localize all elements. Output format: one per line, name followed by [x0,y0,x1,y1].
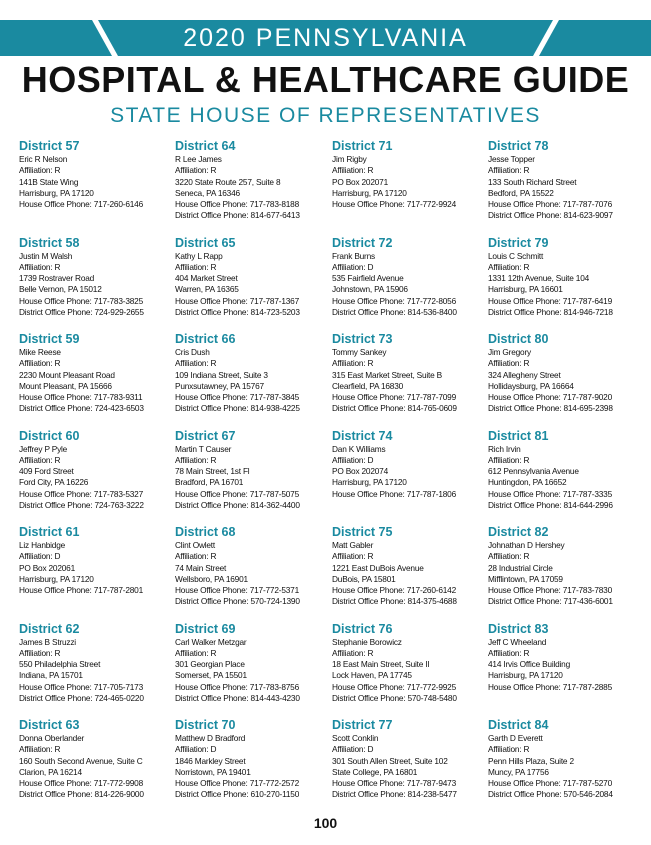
district-detail-line: Wellsboro, PA 16901 [175,573,248,584]
district-detail-line: Affiliation: R [19,454,61,465]
district-detail-line: Harrisburg, PA 16601 [488,284,563,295]
district-detail-line: Jim Rigby [332,154,367,164]
district-detail-line: James B Struzzi [19,636,76,647]
district-detail-line: Affiliation: R [19,744,61,755]
district-detail-line: Dan K Williams [332,443,386,454]
district-detail-line: Matt Gabler [332,540,374,550]
district-heading: District 70 [175,718,236,732]
district-entry [488,236,643,319]
district-detail-line: Louis C Schmitt [488,250,544,261]
district-detail-line: House Office Phone: 717-783-9311 [19,392,143,403]
district-entry [488,429,643,512]
district-heading: District 73 [332,332,393,346]
district-detail-line: Lock Haven, PA 17745 [332,670,412,681]
district-heading: District 81 [488,428,549,443]
page-subtitle: STATE HOUSE OF REPRESENTATIVES [110,104,541,127]
district-detail-line: District Office Phone: 570-748-5480 [332,692,457,703]
district-detail-line: Affiliation: R [332,165,374,176]
district-entry [175,622,330,705]
district-detail-line: Affiliation: R [175,261,217,272]
district-detail-line: Mifflintown, PA 17059 [488,573,563,584]
district-detail-line: Garth D Everett [488,733,543,743]
district-detail-line: 74 Main Street [175,562,227,573]
district-detail-line: House Office Phone: 717-787-2801 [19,585,143,596]
district-detail-line: House Office Phone: 717-787-1367 [175,295,299,306]
district-detail-line: Somerset, PA 15501 [175,670,247,681]
district-detail-line: District Office Phone: 814-938-4225 [175,403,300,414]
district-detail-line: District Office Phone: 814-695-2398 [488,403,613,414]
district-detail-line: House Office Phone: 717-772-9908 [19,778,143,789]
district-detail-line: District Office Phone: 814-536-8400 [332,306,457,317]
district-heading: District 79 [488,235,549,250]
district-detail-line: Affiliation: R [488,261,530,272]
district-detail-line: Affiliation: R [19,358,61,369]
district-detail-line: 404 Market Street [175,273,238,284]
district-detail-line: DuBois, PA 15801 [332,573,396,584]
district-entry [175,332,330,415]
district-entry [332,622,487,705]
district-detail-line: Affiliation: D [332,744,374,755]
district-detail-line: Muncy, PA 17756 [488,766,549,777]
district-entry [175,139,330,222]
district-detail-line: District Office Phone: 814-375-4688 [332,596,457,607]
district-detail-line: Affiliation: R [488,358,530,369]
district-detail-line: District Office Phone: 814-946-7218 [488,306,613,317]
district-detail-line: 612 Pennsylvania Avenue [488,466,579,477]
district-entry [332,429,487,500]
district-detail-line: District Office Phone: 570-546-2084 [488,789,613,800]
district-detail-line: 550 Philadelphia Street [19,659,101,670]
district-entry [175,236,330,319]
district-detail-line: House Office Phone: 717-772-9925 [332,681,456,692]
district-heading: District 67 [175,428,236,443]
district-entry [175,718,330,801]
district-heading: District 69 [175,621,236,636]
district-detail-line: Clint Owlett [175,540,216,550]
district-detail-line: District Office Phone: 814-765-0609 [332,403,457,414]
district-detail-line: 301 South Allen Street, Suite 102 [332,755,448,766]
district-detail-line: Affiliation: R [332,647,374,658]
district-detail-line: Jim Gregory [488,347,531,357]
district-detail-line: 414 Irvis Office Building [488,659,571,670]
district-detail-line: Johnstown, PA 15906 [332,284,408,295]
district-detail-line: House Office Phone: 717-787-9020 [488,392,612,403]
district-entry [19,139,174,210]
district-detail-line: Frank Burns [332,250,375,261]
district-heading: District 83 [488,621,549,636]
district-detail-line: Harrisburg, PA 17120 [19,573,94,584]
district-entry [175,525,330,608]
district-entry [488,525,643,608]
district-heading: District 68 [175,525,236,539]
district-detail-line: House Office Phone: 717-787-7099 [332,392,456,403]
district-detail-line: 324 Allegheny Street [488,369,561,380]
district-detail-line: Johnathan D Hershey [488,540,565,550]
district-detail-line: District Office Phone: 814-677-6413 [175,210,300,221]
district-detail-line: 160 South Second Avenue, Suite C [19,755,143,766]
district-heading: District 84 [488,718,549,732]
district-detail-line: Rich Irvin [488,443,521,454]
district-heading: District 64 [175,139,236,153]
district-heading: District 77 [332,718,393,732]
district-detail-line: Affiliation: R [488,454,530,465]
district-detail-line: 1331 12th Avenue, Suite 104 [488,273,590,284]
district-entry [19,622,174,705]
district-detail-line: House Office Phone: 717-787-5270 [488,778,612,789]
banner-title: 2020 PENNSYLVANIA [183,24,468,52]
district-heading: District 76 [332,621,393,636]
district-detail-line: 1739 Rostraver Road [19,273,95,284]
district-detail-line: Jeff C Wheeland [488,636,547,647]
district-detail-line: Affiliation: D [332,454,374,465]
district-detail-line: Affiliation: R [175,647,217,658]
district-detail-line: Affiliation: R [19,261,61,272]
district-detail-line: Donna Oberlander [19,733,85,743]
district-detail-line: Affiliation: R [175,454,217,465]
district-detail-line: Liz Hanbidge [19,540,66,550]
district-detail-line: State College, PA 16801 [332,766,418,777]
district-detail-line: Mount Pleasant, PA 15666 [19,380,112,391]
page-title: HOSPITAL & HEALTHCARE GUIDE [21,59,630,100]
district-detail-line: Affiliation: R [332,551,374,562]
district-detail-line: District Office Phone: 814-644-2996 [488,499,613,510]
header-banner [0,20,651,56]
district-detail-line: House Office Phone: 717-787-1806 [332,488,456,499]
page-number: 100 [313,815,338,831]
district-detail-line: Jeffrey P Pyle [19,443,68,454]
district-detail-line: 535 Fairfield Avenue [332,273,404,284]
district-detail-line: Affiliation: R [332,358,374,369]
district-detail-line: R Lee James [175,154,222,164]
district-detail-line: 1846 Markley Street [175,755,246,766]
district-entry [19,525,174,596]
district-heading: District 71 [332,139,393,153]
district-detail-line: Affiliation: R [488,551,530,562]
district-entry [332,332,487,415]
district-entry [488,718,643,801]
district-detail-line: 1221 East DuBois Avenue [332,562,424,573]
district-detail-line: Seneca, PA 16346 [175,187,240,198]
district-detail-line: Norristown, PA 19401 [175,766,251,777]
district-heading: District 59 [19,332,80,346]
district-detail-line: Huntingdon, PA 16652 [488,477,567,488]
district-detail-line: House Office Phone: 717-772-9924 [332,199,456,210]
district-detail-line: Harrisburg, PA 17120 [19,187,94,198]
district-detail-line: House Office Phone: 717-787-7076 [488,199,612,210]
district-heading: District 62 [19,621,80,636]
district-detail-line: Martin T Causer [175,443,232,454]
district-detail-line: PO Box 202074 [332,466,388,477]
district-heading: District 63 [19,718,80,732]
district-entry [19,429,174,512]
district-entry [19,332,174,415]
district-detail-line: Affiliation: D [19,551,61,562]
district-heading: District 74 [332,428,393,443]
district-detail-line: House Office Phone: 717-772-5371 [175,585,299,596]
district-detail-line: House Office Phone: 717-783-8188 [175,199,299,210]
district-heading: District 65 [175,235,236,250]
district-detail-line: House Office Phone: 717-705-7173 [19,681,143,692]
district-detail-line: House Office Phone: 717-787-3845 [175,392,299,403]
district-detail-line: District Office Phone: 724-465-0220 [19,692,144,703]
district-entry [332,236,487,319]
district-detail-line: 28 Industrial Circle [488,562,553,573]
district-detail-line: House Office Phone: 717-783-7830 [488,585,612,596]
district-entry [332,718,487,801]
district-detail-line: 3220 State Route 257, Suite 8 [175,176,281,187]
district-detail-line: Affiliation: R [488,165,530,176]
district-detail-line: Clearfield, PA 16830 [332,380,404,391]
district-detail-line: 409 Ford Street [19,466,74,477]
district-detail-line: District Office Phone: 814-226-9000 [19,789,144,800]
district-detail-line: PO Box 202071 [332,176,388,187]
district-detail-line: District Office Phone: 814-443-4230 [175,692,300,703]
district-detail-line: 301 Georgian Place [175,659,245,670]
district-entry [332,525,487,608]
district-detail-line: Stephanie Borowicz [332,636,402,647]
district-detail-line: House Office Phone: 717-783-5327 [19,488,143,499]
district-detail-line: Kathy L Rapp [175,250,223,261]
district-detail-line: 141B State Wing [19,176,79,187]
district-detail-line: Harrisburg, PA 17120 [332,187,407,198]
district-detail-line: Harrisburg, PA 17120 [488,670,563,681]
district-entry [488,332,643,415]
district-detail-line: Bradford, PA 16701 [175,477,244,488]
district-detail-line: Affiliation: R [19,165,61,176]
district-detail-line: District Office Phone: 570-724-1390 [175,596,300,607]
district-detail-line: House Office Phone: 717-260-6146 [19,199,143,210]
district-detail-line: Indiana, PA 15701 [19,670,83,681]
district-detail-line: House Office Phone: 717-787-5075 [175,488,299,499]
district-detail-line: District Office Phone: 724-763-3222 [19,499,144,510]
district-entry [488,139,643,222]
district-detail-line: House Office Phone: 717-783-3825 [19,295,143,306]
district-detail-line: Affiliation: R [175,358,217,369]
district-heading: District 75 [332,525,393,539]
district-detail-line: Eric R Nelson [19,154,68,164]
district-detail-line: Cris Dush [175,347,210,357]
district-heading: District 60 [19,428,80,443]
district-detail-line: Harrisburg, PA 17120 [332,477,407,488]
district-detail-line: Clarion, PA 16214 [19,766,82,777]
district-heading: District 57 [19,139,80,153]
district-detail-line: House Office Phone: 717-772-2572 [175,778,299,789]
district-detail-line: Warren, PA 16365 [175,284,239,295]
district-detail-line: Hollidaysburg, PA 16664 [488,380,574,391]
district-detail-line: Ford City, PA 16226 [19,477,89,488]
district-detail-line: House Office Phone: 717-787-3335 [488,488,612,499]
district-detail-line: Penn Hills Plaza, Suite 2 [488,755,574,766]
district-detail-line: District Office Phone: 814-362-4400 [175,499,300,510]
district-detail-line: Belle Vernon, PA 15012 [19,284,102,295]
district-detail-line: Tommy Sankey [332,347,387,357]
district-detail-line: 133 South Richard Street [488,176,577,187]
district-detail-line: Carl Walker Metzgar [175,636,247,647]
district-detail-line: Punxsutawney, PA 15767 [175,380,264,391]
district-detail-line: 109 Indiana Street, Suite 3 [175,369,268,380]
district-heading: District 82 [488,525,549,539]
district-entry [332,139,487,210]
district-detail-line: Affiliation: D [175,744,217,755]
district-heading: District 78 [488,139,549,153]
district-detail-line: District Office Phone: 814-623-9097 [488,210,613,221]
district-entry [175,429,330,512]
district-detail-line: District Office Phone: 717-436-6001 [488,596,613,607]
district-detail-line: District Office Phone: 814-723-5203 [175,306,300,317]
district-entry [19,718,174,801]
district-detail-line: Affiliation: R [175,551,217,562]
district-detail-line: House Office Phone: 717-787-2885 [488,681,612,692]
district-detail-line: Bedford, PA 15522 [488,187,554,198]
district-detail-line: 78 Main Street, 1st Fl [175,466,250,477]
district-entry [19,236,174,319]
district-heading: District 66 [175,332,236,346]
district-detail-line: Scott Conklin [332,733,379,743]
district-detail-line: House Office Phone: 717-787-9473 [332,778,456,789]
district-detail-line: Affiliation: R [19,647,61,658]
district-detail-line: Affiliation: R [488,647,530,658]
district-heading: District 58 [19,235,80,250]
district-detail-line: House Office Phone: 717-772-8056 [332,295,456,306]
district-heading: District 72 [332,235,393,250]
district-detail-line: PO Box 202061 [19,562,75,573]
district-heading: District 80 [488,332,549,346]
district-detail-line: Jesse Topper [488,154,535,164]
district-detail-line: Mike Reese [19,347,61,357]
district-detail-line: District Office Phone: 724-929-2655 [19,306,144,317]
district-detail-line: Affiliation: R [175,165,217,176]
district-detail-line: 315 East Market Street, Suite B [332,369,443,380]
district-detail-line: District Office Phone: 610-270-1150 [175,789,300,800]
district-detail-line: Matthew D Bradford [175,733,246,743]
district-detail-line: House Office Phone: 717-787-6419 [488,295,612,306]
district-detail-line: Justin M Walsh [19,250,73,261]
district-detail-line: District Office Phone: 724-423-6503 [19,403,144,414]
district-detail-line: 2230 Mount Pleasant Road [19,369,115,380]
district-detail-line: House Office Phone: 717-783-8756 [175,681,299,692]
district-detail-line: House Office Phone: 717-260-6142 [332,585,456,596]
district-detail-line: 18 East Main Street, Suite II [332,659,430,670]
district-detail-line: District Office Phone: 814-238-5477 [332,789,457,800]
district-detail-line: Affiliation: R [488,744,530,755]
district-heading: District 61 [19,525,80,539]
district-entry [488,622,643,693]
district-detail-line: Affiliation: D [332,261,374,272]
